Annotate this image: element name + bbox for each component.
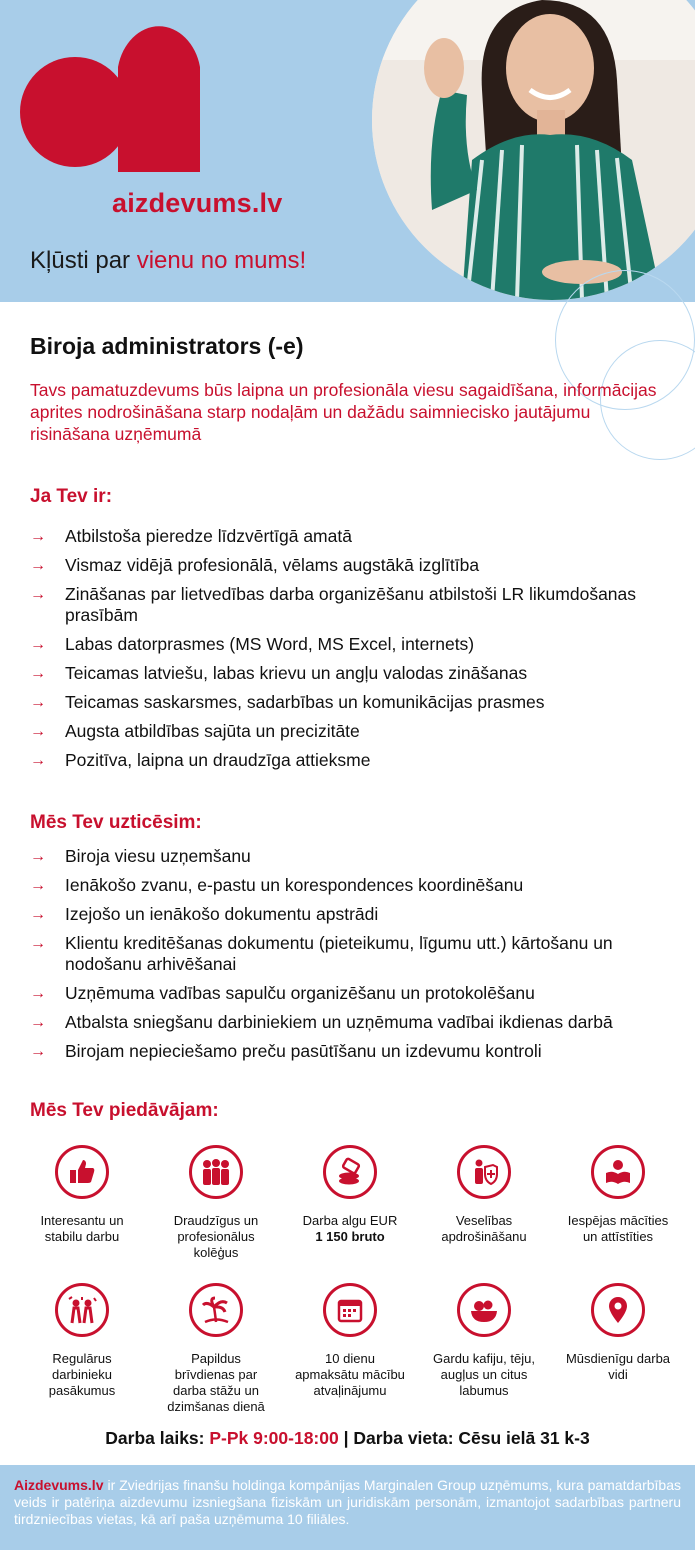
palm-icon xyxy=(189,1283,243,1337)
list-item: → Klientu kreditēšanas dokumentu (pieteikumu, līgumu utt.) kārtošanu un nodošanu arhivēšanai xyxy=(30,933,613,974)
reading-icon xyxy=(591,1145,645,1199)
list-item: → Teicamas latviešu, labas krievu un angļu valodas zināšanas xyxy=(30,663,528,683)
salary-amount: 1 150 bruto xyxy=(315,1229,385,1244)
arrow-icon: → xyxy=(30,848,46,865)
requirements-list xyxy=(30,526,670,779)
coins-icon xyxy=(323,1145,377,1199)
arrow-icon: → xyxy=(30,723,46,740)
benefit-colleagues xyxy=(149,1145,283,1261)
party-icon xyxy=(55,1283,109,1337)
benefit-modern-workplace xyxy=(551,1283,685,1415)
calendar-graduation-icon xyxy=(323,1283,377,1337)
benefit-text: Interesantu un stabilu darbu xyxy=(40,1213,124,1244)
list-item: → Pozitīva, laipna un draudzīga attieksme xyxy=(30,750,371,770)
arrow-icon: → xyxy=(30,586,46,603)
arrow-icon: → xyxy=(30,877,46,894)
benefit-text: Gardu kafiju, tēju, augļus un citus labumus xyxy=(433,1351,535,1398)
list-item: → Augsta atbildības sajūta un precizitāte xyxy=(30,721,360,741)
logo-mark-icon xyxy=(20,12,200,172)
benefits-row-1 xyxy=(15,1145,685,1261)
arrow-icon: → xyxy=(30,985,46,1002)
woman-waving-illustration xyxy=(372,0,695,300)
arrow-icon: → xyxy=(30,1043,46,1060)
tagline xyxy=(30,247,306,275)
health-shield-icon xyxy=(457,1145,511,1199)
list-item: → Birojam nepieciešamo preču pasūtīšanu un izdevumu kontroli xyxy=(30,1041,542,1061)
benefit-text: 10 dienu apmaksātu mācību atvaļinājumu xyxy=(295,1351,405,1398)
brand-name: aizdevums.lv xyxy=(112,188,283,218)
job-title: Biroja administrators (-e) xyxy=(30,333,304,359)
benefit-study-leave xyxy=(283,1283,417,1415)
fruit-bowl-icon xyxy=(457,1283,511,1337)
team-icon xyxy=(189,1145,243,1199)
job-intro: Tavs pamatuzdevums būs laipna un profesionāla viesu sagaidīšana, informācijas aprites nodrošināšana starp nodaļām un dažādu saimniecisko jautājumu risināšana uzņēmumā xyxy=(30,380,657,444)
benefit-text: Papildus brīvdienas par darba stāžu un dzimšanas dienā xyxy=(167,1351,265,1414)
list-item: → Izejošo un ienākošo dokumentu apstrādi xyxy=(30,904,379,924)
benefit-text: Draudzīgus un profesionālus kolēģus xyxy=(173,1213,259,1260)
hero-photo xyxy=(372,0,695,300)
tagline-prefix: Kļūsti par xyxy=(30,247,137,274)
benefit-stable-work xyxy=(15,1145,149,1261)
header-banner xyxy=(0,0,695,302)
benefit-salary xyxy=(283,1145,417,1261)
arrow-icon: → xyxy=(30,694,46,711)
benefit-health-insurance xyxy=(417,1145,551,1261)
list-item: → Atbilstoša pieredze līdzvērtīgā amatā xyxy=(30,526,352,546)
list-item: → Vismaz vidējā profesionālā, vēlams augstākā izglītība xyxy=(30,555,480,575)
benefit-snacks xyxy=(417,1283,551,1415)
benefits-row-2 xyxy=(15,1283,685,1415)
requirements-heading: Ja Tev ir: xyxy=(30,486,113,507)
location-pin-icon xyxy=(591,1283,645,1337)
benefit-text: Regulārus darbinieku pasākumus xyxy=(48,1351,116,1398)
hours-value: P-Pk 9:00-18:00 xyxy=(209,1428,339,1448)
arrow-icon: → xyxy=(30,906,46,923)
arrow-icon: → xyxy=(30,528,46,545)
arrow-icon: → xyxy=(30,557,46,574)
duties-heading: Mēs Tev uzticēsim: xyxy=(30,812,202,833)
footer-company-info xyxy=(0,1465,695,1550)
benefit-text: Veselības apdrošināšanu xyxy=(441,1213,527,1244)
work-info xyxy=(0,1428,695,1449)
benefit-text: Darba algu EUR 1 150 bruto xyxy=(302,1213,398,1244)
duties-list xyxy=(30,846,670,1070)
list-item: → Teicamas saskarsmes, sadarbības un komunikācijas prasmes xyxy=(30,692,545,712)
benefit-learning xyxy=(551,1145,685,1261)
arrow-icon: → xyxy=(30,665,46,682)
arrow-icon: → xyxy=(30,636,46,653)
footer-brand: Aizdevums.lv xyxy=(14,1477,104,1493)
benefit-extra-days-off xyxy=(149,1283,283,1415)
list-item: → Biroja viesu uzņemšanu xyxy=(30,846,251,866)
arrow-icon: → xyxy=(30,752,46,769)
benefit-text: Mūsdienīgu darba vidi xyxy=(565,1351,671,1382)
hours-label: Darba laiks: xyxy=(105,1428,210,1448)
list-item: → Labas datorprasmes (MS Word, MS Excel, internets) xyxy=(30,634,475,654)
thumbs-up-icon xyxy=(55,1145,109,1199)
benefit-events xyxy=(15,1283,149,1415)
arrow-icon: → xyxy=(30,935,46,952)
list-item: → Ienākošo zvanu, e-pastu un korespondences koordinēšanu xyxy=(30,875,524,895)
arrow-icon: → xyxy=(30,1014,46,1031)
list-item: → Zināšanas par lietvedības darba organizēšanu atbilstoši LR likumdošanas prasībām xyxy=(30,584,637,625)
list-item: → Atbalsta sniegšanu darbiniekiem un uzņēmuma vadībai ikdienas darbā xyxy=(30,1012,613,1032)
list-item: → Uzņēmuma vadības sapulču organizēšanu un protokolēšanu xyxy=(30,983,535,1003)
benefits-heading: Mēs Tev piedāvājam: xyxy=(30,1100,219,1121)
benefit-text: Iespējas mācīties un attīstīties xyxy=(567,1213,669,1244)
footer-text: ir Zviedrijas finanšu holdinga kompānijas Marginalen Group uzņēmums, kura pamatdarbības veids ir patēriņa aizdevumu izsniegšana fiziskām un juridiskām personām, izmantojot sadarbības partneru tirdzniecības vietas, kā arī paša uzņēmuma 10 filiāles. xyxy=(14,1477,681,1527)
place-label: Darba vieta: Cēsu ielā 31 k-3 xyxy=(353,1428,590,1448)
tagline-accent: vienu no mums! xyxy=(136,247,307,274)
separator: | xyxy=(338,1428,354,1448)
